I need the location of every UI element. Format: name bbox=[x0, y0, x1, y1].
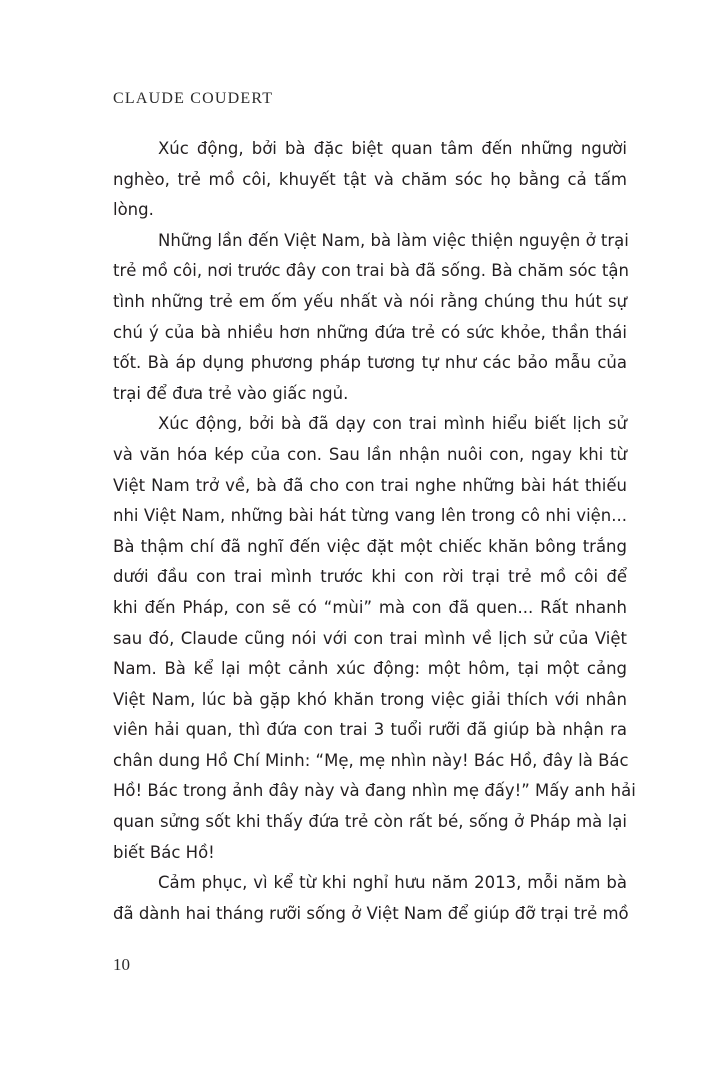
text-line: Nam. Bà kể lại một cảnh xúc động: một hôm, tại một cảng bbox=[113, 659, 627, 679]
text-line: Những lần đến Việt Nam, bà làm việc thiện nguyện ở trại bbox=[158, 230, 629, 250]
text-line: Hồ! Bác trong ảnh đây này và đang nhìn mẹ đấy!” Mấy anh hải bbox=[113, 781, 636, 801]
text-line: và văn hóa kép của con. Sau lần nhận nuôi con, ngay khi từ bbox=[113, 444, 627, 464]
paragraph-4 bbox=[113, 868, 627, 929]
text-line: quan sửng sốt khi thấy đứa trẻ còn rất bé, sống ở Pháp mà lại bbox=[113, 812, 627, 832]
paragraph-2 bbox=[113, 226, 627, 410]
text-line: sau đó, Claude cũng nói với con trai mình về lịch sử của Việt bbox=[113, 628, 627, 648]
page-number: 10 bbox=[113, 955, 130, 974]
body-text bbox=[113, 134, 636, 929]
text-line: Việt Nam, lúc bà gặp khó khăn trong việc giải thích với nhân bbox=[113, 689, 627, 709]
paragraph-3 bbox=[113, 409, 636, 868]
text-line: biết Bác Hồ! bbox=[113, 842, 215, 862]
text-line: lòng. bbox=[113, 200, 154, 220]
text-line: nghèo, trẻ mồ côi, khuyết tật và chăm sóc họ bằng cả tấm bbox=[113, 169, 627, 189]
text-line: Xúc động, bởi bà đặc biệt quan tâm đến những người bbox=[158, 139, 627, 158]
text-line: Cảm phục, vì kể từ khi nghỉ hưu năm 2013, mỗi năm bà bbox=[158, 873, 627, 893]
text-line: dưới đầu con trai mình trước khi con rời trại trẻ mồ côi để bbox=[113, 567, 627, 587]
text-line: chân dung Hồ Chí Minh: “Mẹ, mẹ nhìn này! Bác Hồ, đây là Bác bbox=[113, 750, 629, 770]
text-line: Xúc động, bởi bà đã dạy con trai mình hiểu biết lịch sử bbox=[158, 414, 627, 434]
text-line: tình những trẻ em ốm yếu nhất và nói rằng chúng thu hút sự bbox=[113, 291, 627, 311]
text-line: trại để đưa trẻ vào giấc ngủ. bbox=[113, 383, 349, 403]
text-line: viên hải quan, thì đứa con trai 3 tuổi rưỡi đã giúp bà nhận ra bbox=[113, 720, 627, 740]
text-line: nhi Việt Nam, những bài hát từng vang lên trong cô nhi viện... bbox=[113, 506, 627, 526]
text-line: tốt. Bà áp dụng phương pháp tương tự như các bảo mẫu của bbox=[113, 353, 627, 373]
text-line: trẻ mồ côi, nơi trước đây con trai bà đã sống. Bà chăm sóc tận bbox=[113, 261, 629, 281]
text-line: Bà thậm chí đã nghĩ đến việc đặt một chiếc khăn bông trắng bbox=[113, 536, 627, 556]
paragraph-1 bbox=[113, 134, 627, 226]
text-line: đã dành hai tháng rưỡi sống ở Việt Nam để giúp đỡ trại trẻ mồ bbox=[113, 903, 629, 923]
running-header-author: CLAUDE COUDERT bbox=[113, 90, 274, 107]
text-line: Việt Nam trở về, bà đã cho con trai nghe những bài hát thiếu bbox=[113, 475, 627, 495]
text-line: khi đến Pháp, con sẽ có “mùi” mà con đã quen... Rất nhanh bbox=[113, 597, 627, 617]
text-line: chú ý của bà nhiều hơn những đứa trẻ có sức khỏe, thần thái bbox=[113, 322, 627, 342]
